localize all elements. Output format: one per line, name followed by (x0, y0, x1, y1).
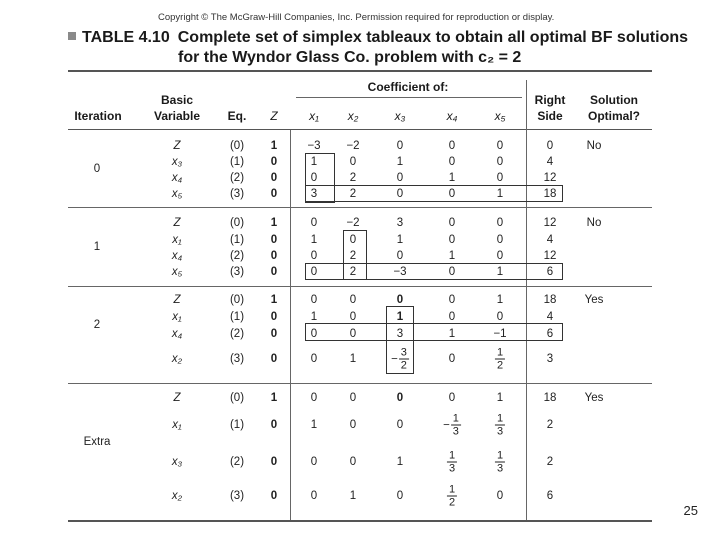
x4-coefficient-cell: 0 (448, 311, 456, 323)
page-number: 25 (683, 503, 698, 518)
x3-coefficient-cell: − $\frac{3}{2}$ (391, 346, 407, 372)
x1-coefficient-cell: 0 (310, 266, 318, 278)
equation-number-cell: (0) (229, 294, 245, 306)
pivot-row-box-iter2 (305, 323, 563, 341)
block-separator (68, 286, 652, 287)
x5-coefficient-cell: 0 (496, 156, 504, 168)
basic-variable-cell: x₁ (172, 234, 182, 246)
header-x4: x₄ (446, 109, 458, 123)
basic-variable-cell: x₁ (172, 419, 182, 431)
right-side-cell: 4 (546, 156, 554, 168)
x2-coefficient-cell: 1 (349, 490, 357, 502)
x5-coefficient-cell: 1 (496, 266, 504, 278)
x1-coefficient-cell: −3 (307, 140, 321, 152)
basic-variable-cell: x₅ (171, 188, 183, 200)
x2-coefficient-cell: 2 (349, 250, 357, 262)
z-coefficient-cell: 0 (270, 353, 278, 365)
x3-coefficient-cell: 1 (396, 311, 404, 323)
x3-coefficient-cell: 1 (396, 156, 404, 168)
basic-variable-cell: x₄ (171, 250, 183, 262)
x2-coefficient-cell: 0 (349, 311, 357, 323)
x3-coefficient-cell: 1 (396, 456, 404, 468)
x3-coefficient-cell: 0 (396, 419, 404, 431)
x4-coefficient-cell: 1 (448, 172, 456, 184)
x3-coefficient-cell: 0 (396, 172, 404, 184)
equation-number-cell: (0) (229, 392, 245, 404)
coefficient-group-rule (296, 97, 522, 98)
header-x3: x₃ (394, 109, 406, 123)
z-coefficient-cell: 1 (270, 140, 278, 152)
solution-optimal-cell: No (586, 217, 602, 229)
x2-coefficient-cell: 0 (349, 234, 357, 246)
header-basic: Basic (160, 93, 194, 107)
x1-coefficient-cell: 0 (310, 250, 318, 262)
equation-number-cell: (0) (229, 140, 245, 152)
title-line-2: for the Wyndor Glass Co. problem with c₂ = 2 (178, 49, 522, 66)
iteration-label: 1 (93, 241, 101, 253)
copyright-notice: Copyright © The McGraw-Hill Companies, Inc. Permission required for reproduction or display. (158, 12, 555, 23)
x5-coefficient-cell: $\frac{1}{3}$ (496, 412, 504, 438)
z-coefficient-cell: 0 (270, 188, 278, 200)
header-x5: x₅ (494, 109, 506, 123)
x3-coefficient-cell: 0 (396, 392, 404, 404)
equation-number-cell: (1) (229, 234, 245, 246)
x4-coefficient-cell: 1 (448, 328, 456, 340)
z-coefficient-cell: 0 (270, 328, 278, 340)
x5-coefficient-cell: 0 (496, 172, 504, 184)
table-number: TABLE 4.10 (82, 29, 170, 46)
x3-coefficient-cell: 0 (396, 490, 404, 502)
z-coefficient-cell: 0 (270, 250, 278, 262)
pivot-row-box-iter0 (305, 185, 563, 202)
equation-number-cell: (2) (229, 250, 245, 262)
equation-number-cell: (1) (229, 419, 245, 431)
x1-coefficient-cell: 0 (310, 172, 318, 184)
basic-variable-cell: Z (173, 392, 181, 404)
x3-coefficient-cell: 0 (396, 250, 404, 262)
top-rule (68, 70, 652, 72)
iteration-label: 0 (93, 163, 101, 175)
header-eq: Eq. (227, 109, 247, 123)
header-solution: Solution (590, 93, 638, 107)
basic-variable-cell: x₅ (171, 266, 183, 278)
x1-coefficient-cell: 3 (310, 188, 318, 200)
x5-coefficient-cell: 0 (496, 490, 504, 502)
x4-coefficient-cell: 0 (448, 392, 456, 404)
x3-coefficient-cell: 1 (396, 234, 404, 246)
right-side-cell: 6 (546, 266, 554, 278)
x3-coefficient-cell: −3 (393, 266, 407, 278)
header-x1: x₁ (309, 109, 319, 123)
header-side: Side (537, 109, 563, 123)
right-side-cell: 3 (546, 353, 554, 365)
x4-coefficient-cell: 1 (448, 250, 456, 262)
x5-coefficient-cell: 0 (496, 250, 504, 262)
x4-coefficient-cell: 0 (448, 266, 456, 278)
x5-coefficient-cell: 0 (496, 234, 504, 246)
z-coefficient-cell: 0 (270, 156, 278, 168)
x4-coefficient-cell: 0 (448, 353, 456, 365)
header-z: Z (270, 109, 278, 123)
iteration-label: Extra (83, 436, 111, 448)
title-line-1: Complete set of simplex tableaux to obtain all optimal BF solutions (177, 29, 689, 46)
basic-variable-cell: Z (173, 294, 181, 306)
right-side-cell: 18 (543, 294, 557, 306)
x5-coefficient-cell: 1 (496, 188, 504, 200)
header-right: Right (534, 93, 566, 107)
z-coefficient-cell: 0 (270, 490, 278, 502)
equation-number-cell: (2) (229, 456, 245, 468)
pivot-row-box-iter1 (305, 263, 563, 280)
header-rule (68, 129, 652, 130)
z-coefficient-cell: 1 (270, 217, 278, 229)
x1-coefficient-cell: 1 (310, 156, 318, 168)
x1-coefficient-cell: 0 (310, 353, 318, 365)
x2-coefficient-cell: 0 (349, 419, 357, 431)
right-side-cell: 0 (546, 140, 554, 152)
x2-coefficient-cell: 2 (349, 172, 357, 184)
z-coefficient-cell: 0 (270, 311, 278, 323)
z-coefficient-cell: 0 (270, 234, 278, 246)
right-side-cell: 6 (546, 328, 554, 340)
x1-coefficient-cell: 0 (310, 294, 318, 306)
basic-variable-cell: x₁ (172, 311, 182, 323)
rhs-column-rule (526, 80, 527, 520)
x5-coefficient-cell: 0 (496, 311, 504, 323)
table-title (68, 28, 688, 68)
x4-coefficient-cell: $\frac{1}{3}$ (448, 449, 456, 475)
basic-variable-cell: x₂ (171, 353, 183, 365)
right-side-cell: 2 (546, 456, 554, 468)
solution-optimal-cell: Yes (584, 294, 604, 306)
z-coefficient-cell: 1 (270, 392, 278, 404)
z-coefficient-cell: 0 (270, 419, 278, 431)
block-separator (68, 207, 652, 208)
equation-number-cell: (2) (229, 172, 245, 184)
equation-number-cell: (3) (229, 266, 245, 278)
x2-coefficient-cell: −2 (346, 140, 360, 152)
x1-coefficient-cell: 0 (310, 490, 318, 502)
equation-number-cell: (1) (229, 311, 245, 323)
z-coefficient-cell: 0 (270, 172, 278, 184)
equation-number-cell: (2) (229, 328, 245, 340)
x2-coefficient-cell: 0 (349, 328, 357, 340)
x3-coefficient-cell: 3 (396, 217, 404, 229)
basic-variable-cell: Z (173, 140, 181, 152)
x5-coefficient-cell: 1 (496, 392, 504, 404)
header-variable: Variable (153, 109, 201, 123)
x2-coefficient-cell: −2 (346, 217, 360, 229)
x4-coefficient-cell: 0 (448, 294, 456, 306)
basic-variable-cell: x₄ (171, 328, 183, 340)
x5-coefficient-cell: 1 (496, 294, 504, 306)
x3-coefficient-cell: 3 (396, 328, 404, 340)
x2-coefficient-cell: 0 (349, 456, 357, 468)
x3-coefficient-cell: 0 (396, 294, 404, 306)
basic-variable-cell: x₄ (171, 172, 183, 184)
equation-number-cell: (3) (229, 490, 245, 502)
x5-coefficient-cell: −1 (493, 328, 507, 340)
z-coefficient-cell: 0 (270, 266, 278, 278)
equation-number-cell: (3) (229, 353, 245, 365)
z-coefficient-cell: 0 (270, 456, 278, 468)
x2-coefficient-cell: 0 (349, 392, 357, 404)
x4-coefficient-cell: 0 (448, 188, 456, 200)
x1-coefficient-cell: 0 (310, 392, 318, 404)
x5-coefficient-cell: $\frac{1}{2}$ (496, 346, 504, 372)
header-optimal: Optimal? (587, 109, 640, 123)
header-iteration: Iteration (74, 109, 122, 123)
x1-coefficient-cell: 0 (310, 456, 318, 468)
right-side-cell: 4 (546, 234, 554, 246)
x5-coefficient-cell: $\frac{1}{3}$ (496, 449, 504, 475)
header-x2: x₂ (347, 109, 359, 123)
x2-coefficient-cell: 1 (349, 353, 357, 365)
right-side-cell: 18 (543, 188, 557, 200)
bottom-rule (68, 520, 652, 522)
right-side-cell: 6 (546, 490, 554, 502)
solution-optimal-cell: Yes (584, 392, 604, 404)
x5-coefficient-cell: 0 (496, 217, 504, 229)
right-side-cell: 18 (543, 392, 557, 404)
right-side-cell: 12 (543, 250, 557, 262)
x4-coefficient-cell: 0 (448, 156, 456, 168)
right-side-cell: 12 (543, 217, 557, 229)
basic-variable-cell: x₃ (171, 156, 183, 168)
x2-coefficient-cell: 2 (349, 266, 357, 278)
block-separator (68, 383, 652, 384)
x4-coefficient-cell: $\frac{1}{2}$ (448, 483, 456, 509)
x4-coefficient-cell: 0 (448, 234, 456, 246)
x4-coefficient-cell: 0 (448, 140, 456, 152)
right-side-cell: 2 (546, 419, 554, 431)
right-side-cell: 12 (543, 172, 557, 184)
basic-variable-cell: Z (173, 217, 181, 229)
right-side-cell: 4 (546, 311, 554, 323)
x1-coefficient-cell: 1 (310, 311, 318, 323)
equation-number-cell: (1) (229, 156, 245, 168)
z-column-rule (290, 130, 291, 520)
coefficient-of-header: Coefficient of: (367, 80, 449, 94)
equation-number-cell: (3) (229, 188, 245, 200)
x1-coefficient-cell: 1 (310, 234, 318, 246)
x2-coefficient-cell: 2 (349, 188, 357, 200)
iteration-label: 2 (93, 319, 101, 331)
x3-coefficient-cell: 0 (396, 188, 404, 200)
x1-coefficient-cell: 1 (310, 419, 318, 431)
x3-coefficient-cell: 0 (396, 140, 404, 152)
title-bullet-icon (68, 32, 76, 40)
x2-coefficient-cell: 0 (349, 156, 357, 168)
z-coefficient-cell: 1 (270, 294, 278, 306)
x1-coefficient-cell: 0 (310, 328, 318, 340)
x4-coefficient-cell: 0 (448, 217, 456, 229)
x4-coefficient-cell: − $\frac{1}{3}$ (443, 412, 459, 438)
equation-number-cell: (0) (229, 217, 245, 229)
x1-coefficient-cell: 0 (310, 217, 318, 229)
x2-coefficient-cell: 0 (349, 294, 357, 306)
basic-variable-cell: x₃ (171, 456, 183, 468)
basic-variable-cell: x₂ (171, 490, 183, 502)
x5-coefficient-cell: 0 (496, 140, 504, 152)
solution-optimal-cell: No (586, 140, 602, 152)
